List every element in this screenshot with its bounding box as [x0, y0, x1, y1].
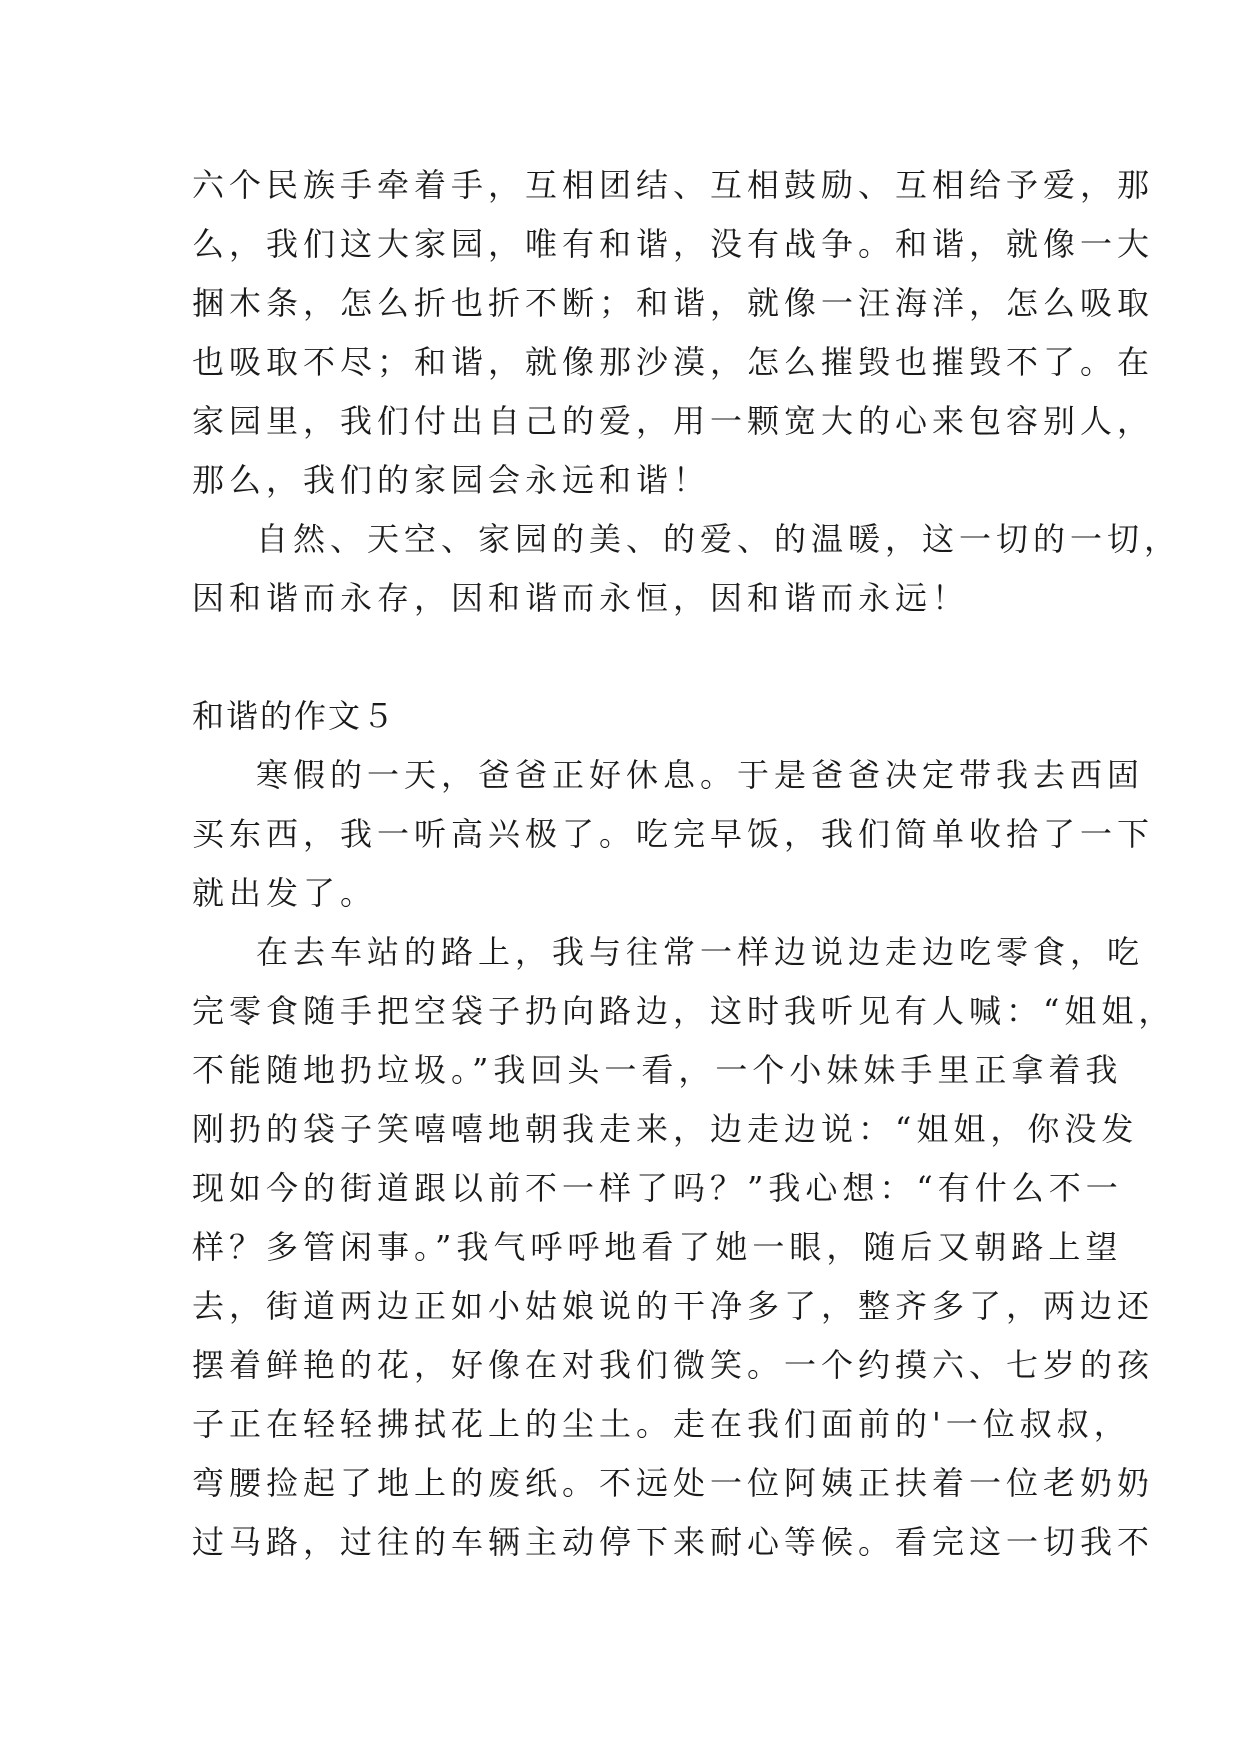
paragraph-1 [192, 156, 1155, 510]
text-line: 子正在轻轻拂拭花上的尘土。走在我们面前的'一位叔叔， [192, 1405, 1131, 1443]
text-line: 也吸取不尽；和谐，就像那沙漠，怎么摧毁也摧毁不了。在 [192, 343, 1155, 381]
text-line: 因和谐而永存，因和谐而永恒，因和谐而永远！ [192, 579, 970, 617]
text-line: 弯腰捡起了地上的废纸。不远处一位阿姨正扶着一位老奶奶 [192, 1464, 1155, 1502]
text-line: 买东西，我一听高兴极了。吃完早饭，我们简单收拾了一下 [192, 815, 1155, 853]
text-line: 去，街道两边正如小姑娘说的干净多了，整齐多了，两边还 [192, 1287, 1155, 1325]
heading-text: 和谐的作文５ [192, 697, 397, 735]
text-line: 寒假的一天，爸爸正好休息。于是爸爸决定带我去西固 [256, 756, 1145, 794]
paragraph-3 [192, 746, 1155, 923]
text-line: 在去车站的路上，我与往常一样边说边走边吃零食，吃 [256, 933, 1145, 971]
text-line: 现如今的街道跟以前不一样了吗？”我心想：“有什么不一 [192, 1169, 1123, 1207]
document-body [192, 156, 1182, 1572]
text-line: 刚扔的袋子笑嘻嘻地朝我走来，边走边说：“姐姐，你没发 [192, 1110, 1139, 1148]
text-line: 摆着鲜艳的花，好像在对我们微笑。一个约摸六、七岁的孩 [192, 1346, 1155, 1384]
text-line: 六个民族手牵着手，互相团结、互相鼓励、互相给予爱，那 [192, 166, 1155, 204]
text-line: 样？多管闲事。”我气呼呼地看了她一眼，随后又朝路上望 [192, 1228, 1123, 1266]
text-line: 自然、天空、家园的美、的爱、的温暖，这一切的一切， [256, 520, 1182, 558]
text-line: 完零食随手把空袋子扔向路边，这时我听见有人喊：“姐姐， [192, 992, 1176, 1030]
text-line: 不能随地扔垃圾。”我回头一看，一个小妹妹手里正拿着我 [192, 1051, 1123, 1089]
paragraph-4 [192, 923, 1176, 1572]
text-line: 过马路，过往的车辆主动停下来耐心等候。看完这一切我不 [192, 1523, 1155, 1561]
text-line: 捆木条，怎么折也折不断；和谐，就像一汪海洋，怎么吸取 [192, 284, 1155, 322]
section-heading [192, 687, 1082, 746]
paragraph-2 [192, 510, 1182, 628]
text-line: 那么，我们的家园会永远和谐！ [192, 461, 711, 499]
text-line: 么，我们这大家园，唯有和谐，没有战争。和谐，就像一大 [192, 225, 1155, 263]
text-line: 家园里，我们付出自己的爱，用一颗宽大的心来包容别人， [192, 402, 1155, 440]
text-line: 就出发了。 [192, 874, 378, 912]
